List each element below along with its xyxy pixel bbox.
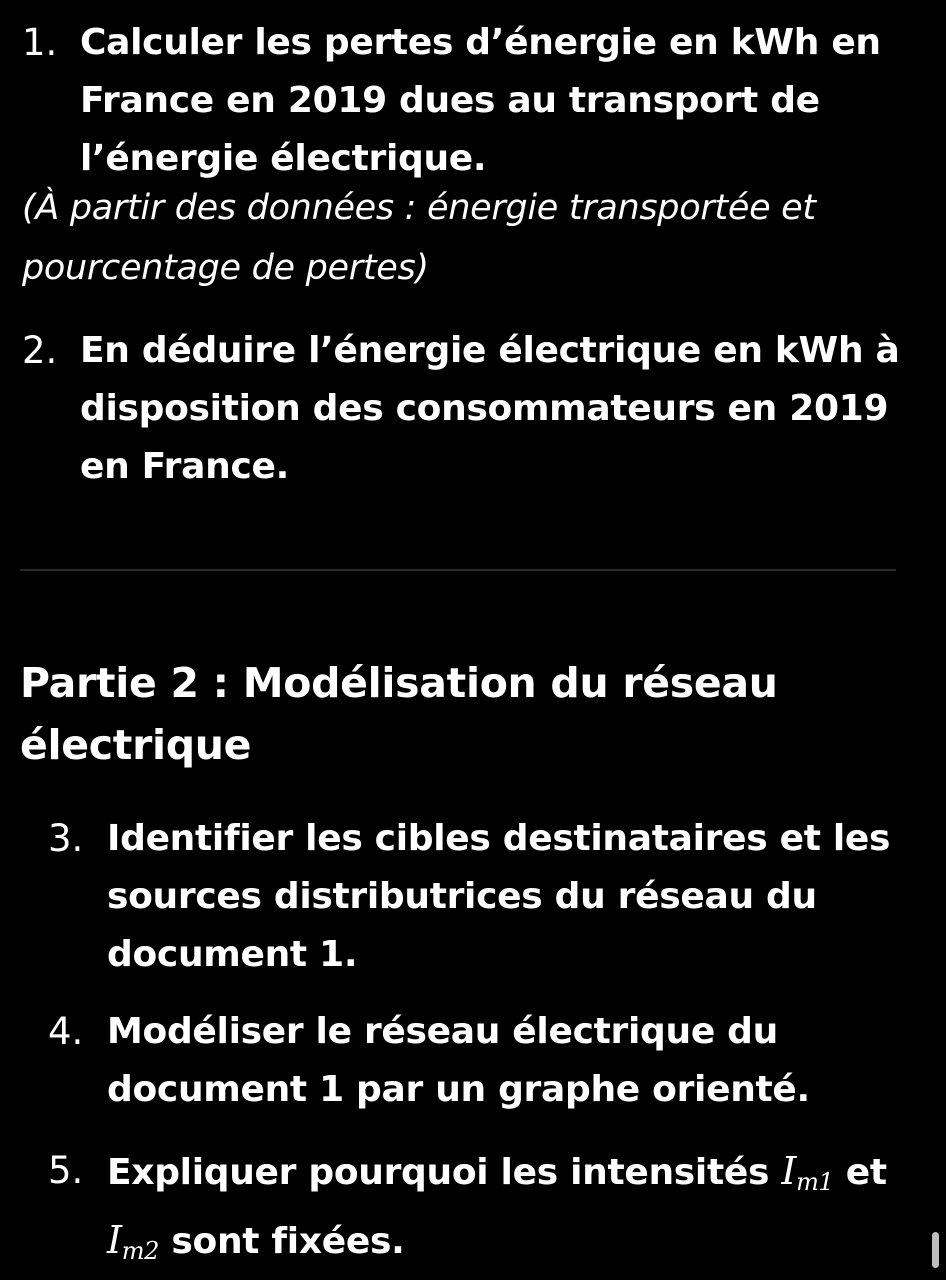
item-text: Modéliser le réseau électrique du document 1 par un graphe orienté. [107,1011,810,1110]
item-text-before: Expliquer pourquoi les intensités [107,1152,770,1193]
math-subscript: m1 [796,1168,834,1196]
item-number: 1. [22,21,58,64]
item-text-after: sont fixées. [171,1221,405,1262]
section-heading: Partie 2 : Modélisation du réseau électrique [20,659,778,769]
item-text: Calculer les pertes d’énergie en kWh en France en 2019 dues au transport de l’énergie électrique. [80,22,881,179]
math-intensity-m2 [107,1218,160,1265]
scrollbar[interactable] [932,1232,939,1268]
math-var: I [781,1149,797,1193]
item-number: 4. [48,1010,84,1053]
item-text-middle: et [845,1152,887,1193]
math-intensity-m1 [781,1149,834,1196]
note-text: (À partir des données : énergie transportée et pourcentage de pertes) [22,188,816,288]
item-text [107,1142,907,1280]
math-var: I [107,1218,122,1262]
item-text: Identifier les cibles destinataires et les sources distributrices du réseau du document 1. [107,818,891,975]
item-number: 5. [48,1149,84,1192]
item-number: 3. [48,817,84,860]
divider [20,569,896,571]
item-number: 2. [22,329,58,372]
math-subscript: m2 [121,1237,160,1265]
item-text: En déduire l’énergie électrique en kWh à disposition des consommateurs en 2019 en France. [80,330,900,487]
